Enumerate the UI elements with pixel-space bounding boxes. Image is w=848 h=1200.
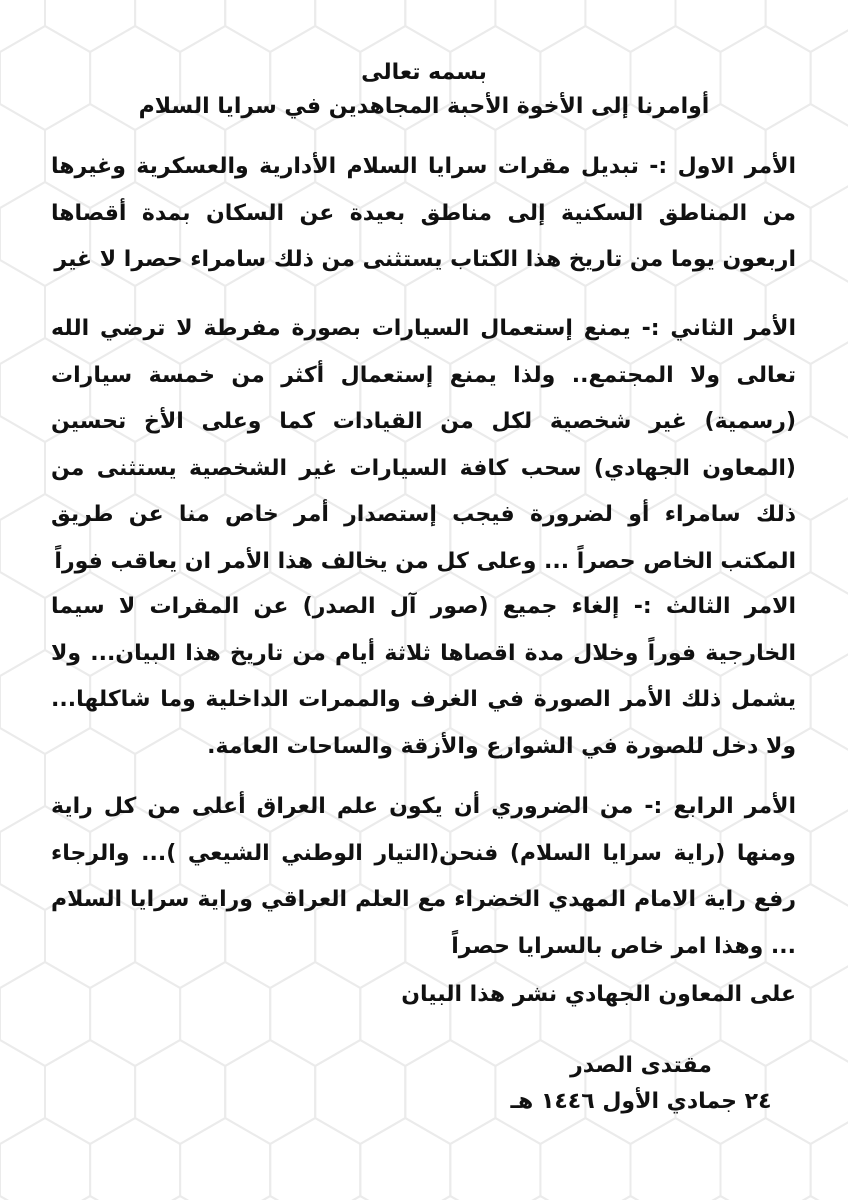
order-label-3: الامر الثالث :- <box>633 594 796 619</box>
addressee-heading: أوامرنا إلى الأخوة الأحبة المجاهدين في سرايا السلام <box>138 94 710 119</box>
signature-date: ٢٤ جمادي الأول ١٤٤٦ هـ <box>510 1089 772 1114</box>
closing-instruction: على المعاون الجهادي نشر هذا البيان <box>401 982 796 1007</box>
order-paragraph-3 <box>51 584 796 770</box>
basmala-heading: بسمه تعالى <box>361 60 487 85</box>
order-paragraph-1 <box>51 144 796 284</box>
order-paragraph-4 <box>51 784 796 970</box>
order-text-1: تبديل مقرات سرايا السلام الأدارية والعسكرية وغيرها من المناطق السكنية إلى مناطق بعيدة عن السكان بمدة أقصاها اربعون يوما من تاريخ هذا الكتاب يستثنى من ذلك سامراء حصرا لا غير <box>51 154 796 272</box>
order-label-4: الأمر الرابع :- <box>644 794 796 819</box>
order-text-3: إلغاء جميع (صور آل الصدر) عن المقرات لا سيما الخارجية فوراً وخلال مدة اقصاها ثلاثة أيام من تاريخ هذا البيان... ولا يشمل ذلك الأمر الصورة في الغرف والممرات الداخلية وما شاكلها... ولا دخل للصورة في الشوارع والأزقة والساحات العامة. <box>51 594 796 759</box>
order-label-1: الأمر الاول :- <box>649 154 796 179</box>
order-paragraph-2 <box>51 306 796 585</box>
signer-name: مقتدى الصدر <box>570 1053 712 1078</box>
order-label-2: الأمر الثاني :- <box>641 316 796 341</box>
order-text-4: من الضروري أن يكون علم العراق أعلى من كل راية ومنها (راية سرايا السلام) فنحن(التيار الوطني الشيعي )... والرجاء رفع راية الامام المهدي الخضراء مع العلم العراقي وراية سرايا السلام ... وهذا امر خاص بالسرايا حصراً <box>51 794 796 959</box>
signature-block <box>486 1048 796 1120</box>
order-text-2: يمنع إستعمال السيارات بصورة مفرطة لا ترضي الله تعالى ولا المجتمع.. ولذا يمنع إستعمال أكثر من خمسة سيارات (رسمية) غير شخصية لكل من القيادات كما وعلى الأخ تحسين (المعاون الجهادي) سحب كافة السيارات غير الشخصية يستثنى من ذلك سامراء أو لضرورة فيجب إستصدار أمر خاص منا عن طريق المكتب الخاص حصراً ... وعلى كل من يخالف هذا الأمر ان يعاقب فوراً <box>51 316 796 574</box>
